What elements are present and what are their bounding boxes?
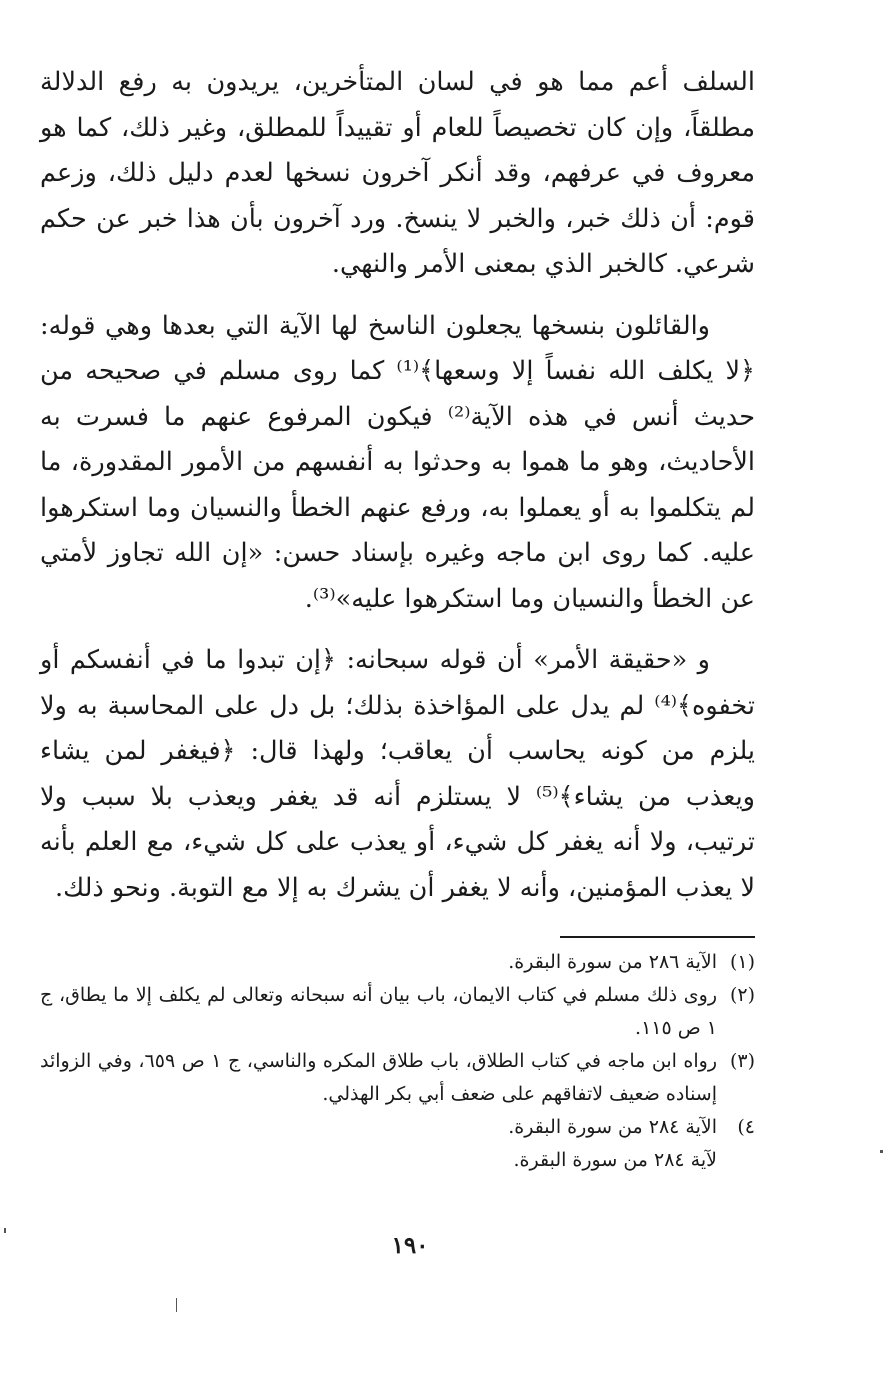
paragraph-2: والقائلون بنسخها يجعلون الناسخ لها الآية التي بعدها وهي قوله: ﴿لا يكلف الله نفساً إلا وسعها﴾⁽¹⁾ كما روى مسلم في صحيحه من حديث أنس في هذه الآية⁽²⁾ فيكون المرفوع عنهم ما فسرت به الأحاديث، وهو ما هموا به وحدثوا به أنفسهم من الأمور المقدورة، ما لم يتكلموا به أو يعملوا به، ورفع عنهم الخطأ والنسيان وما استكرهوا عليه. كما روى ابن ماجه وغيره بإسناد حسن: «إن الله تجاوز لأمتي عن الخطأ والنسيان وما استكرهوا عليه»⁽³⁾. — [40, 310, 755, 614]
footnote-text: لآية ٢٨٤ من سورة البقرة. — [513, 1149, 717, 1171]
scan-speck — [4, 1228, 6, 1233]
page-number: ١٩٠ — [391, 1232, 429, 1259]
footnote-separator — [560, 936, 755, 938]
footnote-3 — [40, 1045, 755, 1111]
main-text — [40, 60, 755, 927]
paragraph-3: و «حقيقة الأمر» أن قوله سبحانه: ﴿إن تبدوا ما في أنفسكم أو تخفوه﴾⁽⁴⁾ لم يدل على المؤاخذة بذلك؛ بل دل على المحاسبة به ولا يلزم من كونه يحاسب أن يعاقب؛ ولهذا قال: ﴿فيغفر لمن يشاء ويعذب من يشاء﴾⁽⁵⁾ لا يستلزم أنه قد يغفر ويعذب بلا سبب ولا ترتيب، ولا أنه يغفر كل شيء، أو يعذب على كل شيء، مع العلم بأنه لا يعذب المؤمنين، وأنه لا يغفر أن يشرك به إلا مع التوبة. ونحو ذلك. — [40, 645, 755, 903]
footnote-text: روى ذلك مسلم في كتاب الايمان، باب بيان أنه سبحانه وتعالى لم يكلف إلا ما يطاق، ج ١ ص ١١٥. — [40, 984, 717, 1039]
footnote-number: (٢) — [729, 984, 755, 1006]
footnote-5 — [40, 1144, 755, 1177]
scan-speck — [880, 1150, 883, 1153]
footnote-4 — [40, 1111, 755, 1144]
footnote-2 — [40, 979, 755, 1045]
scan-speck — [176, 1298, 177, 1312]
footnote-number: (٣) — [729, 1050, 755, 1072]
footnote-text: الآية ٢٨٦ من سورة البقرة. — [508, 951, 717, 973]
footnote-text: الآية ٢٨٤ من سورة البقرة. — [508, 1116, 717, 1138]
paragraph-1: السلف أعم مما هو في لسان المتأخرين، يريدون به رفع الدلالة مطلقاً، وإن كان تخصيصاً للعام أو تقييداً للمطلق، وغير ذلك، كما هو معروف في عرفهم، وقد أنكر آخرون نسخها لعدم دليل ذلك، وزعم قوم: أن ذلك خبر، والخبر لا ينسخ. ورد آخرون بأن هذا خبر عن حكم شرعي. كالخبر الذي بمعنى الأمر والنهي. — [40, 67, 755, 279]
footnote-1 — [40, 946, 755, 979]
footnotes — [40, 946, 755, 1177]
footnote-number: ٤) — [737, 1116, 755, 1138]
footnote-number: (١) — [729, 951, 755, 973]
footnote-text: رواه ابن ماجه في كتاب الطلاق، باب طلاق المكره والناسي، ج ١ ص ٦٥٩، وفي الزوائد إسناده ضعيف لاتفاقهم على ضعف أبي بكر الهذلي. — [40, 1050, 717, 1105]
